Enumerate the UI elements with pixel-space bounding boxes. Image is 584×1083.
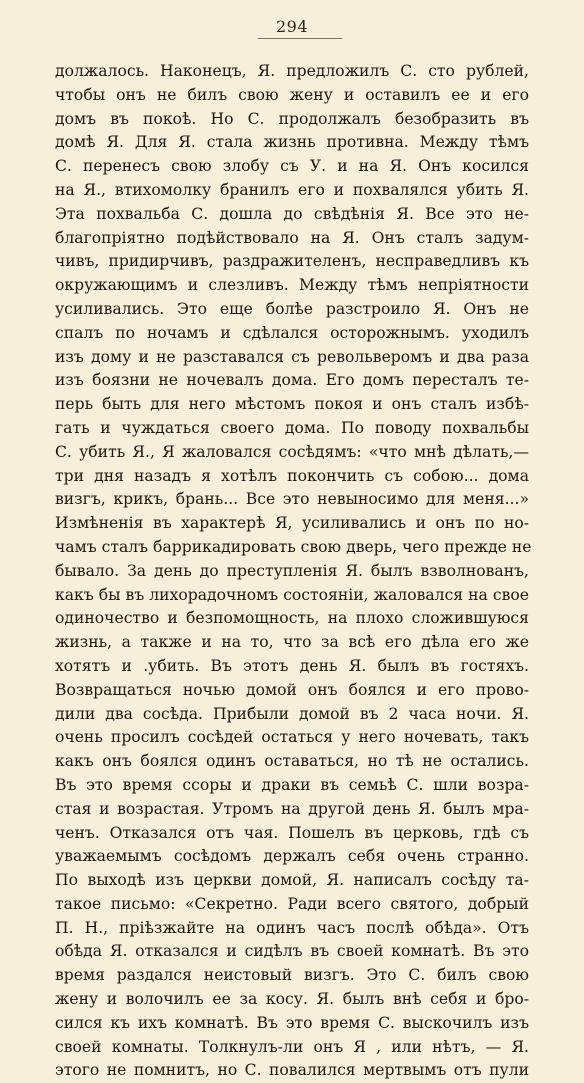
text-line: на Я., втихомолку бранилъ его и похвалялся убить Я. [55, 180, 529, 199]
text-line: гать и чуждаться своего дома. По поводу похвальбы [55, 418, 529, 437]
text-line: благопріятно подѣйствовало на Я. Онъ сталъ задум- [55, 228, 529, 247]
text-line: время раздался неистовый визгъ. Это С. билъ свою [55, 966, 529, 985]
text-line: П. Н., пріѣзжайте на одинъ часъ послѣ обѣда». Отъ [55, 918, 529, 937]
text-line: С. убить Я., Я жаловался сосѣдямъ: «что мнѣ дѣлать,— [55, 442, 529, 461]
text-line: чивъ, придирчивъ, раздражителенъ, несправедливъ къ [55, 252, 529, 271]
text-line: сился къ ихъ комнатѣ. Въ это время С. выскочилъ изъ [55, 1013, 529, 1032]
text-line: спалъ по ночамъ и сдѣлался осторожнымъ. уходилъ [55, 323, 529, 342]
text-line: окружающимъ и слезливъ. Между тѣмъ непріятности [55, 276, 529, 295]
page-number: 294 [275, 17, 309, 36]
text-line: Въ это время ссоры и драки въ семьѣ С. шли возра- [55, 775, 529, 794]
text-line: Эта похвальба С. дошла до свѣдѣнія Я. Все это не- [55, 204, 529, 223]
text-line: перь быть для него мѣстомъ покоя и онъ сталъ избѣ- [55, 395, 529, 414]
text-line: чтобы онъ не билъ свою жену и оставилъ ее и его [55, 85, 529, 104]
text-line: домѣ Я. Для Я. стала жизнь противна. Между тѣмъ [55, 133, 529, 152]
text-line: С. перенесъ свою злобу съ У. и на Я. Онъ косился [55, 157, 529, 176]
text-line: три дня назадъ я хотѣлъ покончить съ собою... дома [55, 466, 529, 485]
text-line: изъ дому и не разставался съ револьверомъ и два раза [55, 347, 529, 366]
text-line: ченъ. Отказался отъ чая. Пошелъ въ церковь, гдѣ съ [55, 823, 529, 842]
text-line: домъ въ покоѣ. Но С. продолжалъ безобразить въ [55, 109, 529, 128]
text-line: какъ онъ боялся одинъ оставаться, но тѣ не остались. [55, 752, 529, 771]
text-line: По выходѣ изъ церкви домой, Я. написалъ сосѣду та- [55, 871, 529, 890]
text-line: дили два сосѣда. Прибыли домой въ 2 часа ночи. Я. [55, 704, 529, 723]
text-line: бывало. За день до преступленія Я. былъ взволнованъ, [55, 561, 529, 580]
text-line: жизнь, а также и на то, что за всѣ его дѣла его же [55, 633, 529, 652]
text-line: такое письмо: «Секретно. Ради всего святого, добрый [55, 894, 529, 913]
body-text [55, 60, 532, 1083]
text-line: стая и возрастая. Утромъ на другой день Я. былъ мра- [55, 799, 529, 818]
text-line: своей комнаты. Толкнулъ-ли онъ Я , или нѣтъ, — Я. [55, 1037, 529, 1056]
text-line: очень просилъ сосѣдей остаться у него ночевать, такъ [55, 728, 529, 747]
text-line: жену и волочилъ ее за косу. Я. былъ внѣ себя и бро- [55, 990, 529, 1009]
text-line: этого не помнитъ, но С. повалился мертвымъ отъ пули [55, 1061, 529, 1080]
text-line: какъ бы въ лихорадочномъ состояніи, жаловался на свое [55, 585, 529, 604]
page-number-rule [258, 38, 342, 39]
text-line: изъ боязни не ночевалъ дома. Его домъ пересталъ те- [55, 371, 529, 390]
text-line: уважаемымъ сосѣдомъ держалъ себя очень странно. [55, 847, 529, 866]
text-line: чамъ сталъ баррикадировать свою дверь, чего прежде не [55, 537, 532, 556]
text-line: должалось. Наконецъ, Я. предложилъ С. сто рублей, [55, 62, 529, 80]
text-line: хотятъ и .убить. Въ этотъ день Я. былъ въ гостяхъ. [55, 656, 529, 675]
text-line: обѣда Я. отказался и сидѣлъ въ своей комнатѣ. Въ это [55, 942, 529, 961]
text-line: визгъ, крикъ, брань... Все это невыносимо для меня...» [55, 490, 529, 509]
text-line: усиливались. Это еще болѣе разстроило Я. Онъ не [55, 299, 529, 318]
text-line: Измѣненія въ характерѣ Я, усиливались и онъ по но- [55, 514, 529, 533]
text-line: одиночество и безпомощность, на плохо сложившуюся [55, 609, 529, 628]
text-line: Возвращаться ночью домой онъ боялся и его прово- [55, 680, 529, 699]
